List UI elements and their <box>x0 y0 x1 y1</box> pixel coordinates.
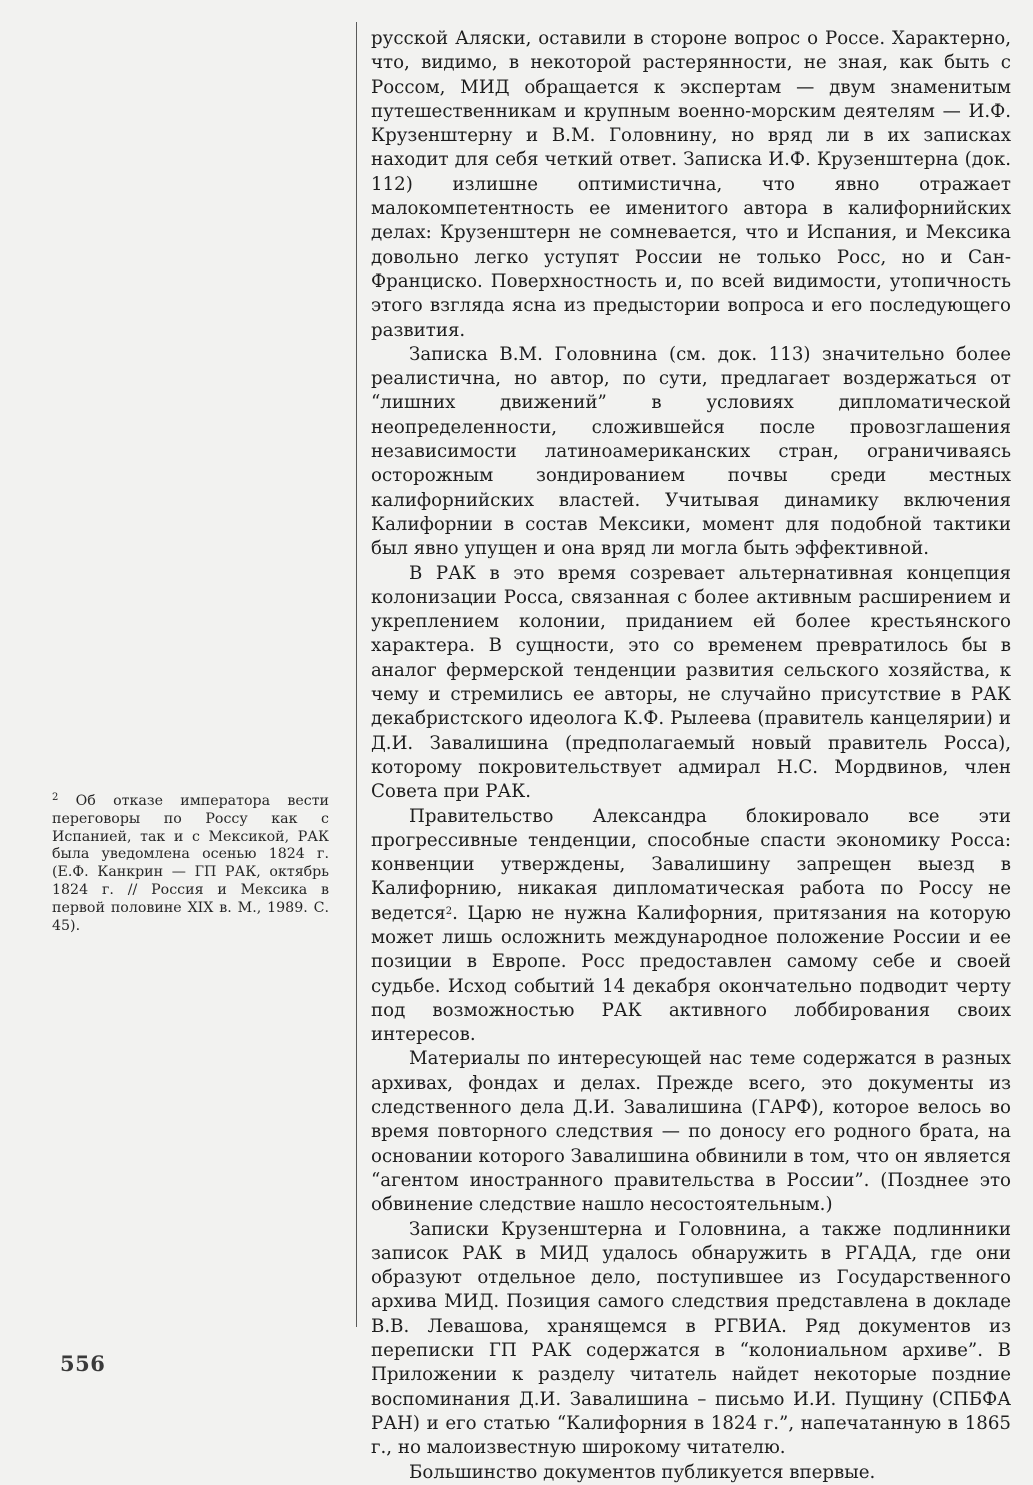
page-number: 556 <box>60 1351 106 1376</box>
paragraph-4-part-a: Правительство Александра блокировало все эти прогрессивные тенденции, способные спасти экономику Росса: конвенции утверждены, Завалишину запрещен выезд в Калифорнию, никакая дипломатическая работа по Россу не ведется <box>371 805 1011 924</box>
side-footnote <box>52 793 329 935</box>
paragraph-7: Большинство документов публикуется впервые. <box>409 1461 876 1483</box>
paragraph-2: Записка В.М. Головнина (см. док. 113) значительно более реалистична, но автор, по сути, предлагает воздержаться от “лишних движений” в условиях дипломатической неопределенности, сложившейся после провозглашения независимости латиноамериканских стран, ограничиваясь осторожным зондированием почвы среди местных калифорнийских властей. Учитывая динамику включения Калифорнии в состав Мексики, момент для подобной тактики был явно упущен и она вряд ли могла быть эффективной. <box>371 343 1011 560</box>
paragraph-4 <box>371 805 1011 1048</box>
paragraph-3: В РАК в это время созревает альтернативная концепция колонизации Росса, связанная с более активным расширением и укреплением колонии, приданием ей более крестьянского характера. В сущности, это со временем превратилось бы в аналог фермерской тенденции развития сельского хозяйства, к чему и стремились ее авторы, не случайно присутствие в РАК декабристского идеолога К.Ф. Рылеева (правитель канцелярии) и Д.И. Завалишина (предполагаемый новый правитель Росса), которому покровительствует адмирал Н.С. Мордвинов, член Совета при РАК. <box>371 562 1011 803</box>
column-divider <box>356 22 357 1327</box>
paragraph-1: русской Аляски, оставили в стороне вопрос о Россе. Характерно, что, видимо, в некоторой растерянности, не зная, как быть с Россом, МИД обращается к экспертам — двум знаменитым путешественникам и крупным военно-морским деятелям — И.Ф. Крузенштерну и В.М. Головнину, но вряд ли в их записках находит для себя четкий ответ. Записка И.Ф. Крузенштерна (док. 112) излишне оптимистична, что явно отражает малокомпетентность ее именитого автора в калифорнийских делах: Крузенштерн не сомневается, что и Испания, и Мексика довольно легко уступят России не только Росс, но и Сан-Франциско. Поверхностность и, по всей видимости, утопичность этого взгляда ясна из предыстории вопроса и его последующего развития. <box>371 28 1011 341</box>
footnote-reference: 2 <box>445 905 453 917</box>
footnote-marker: 2 <box>52 792 59 803</box>
main-text-column <box>371 27 1011 1485</box>
paragraph-5: Материалы по интересующей нас теме содержатся в разных архивах, фондах и делах. Прежде всего, это документы из следственного дела Д.И. Завалишина (ГАРФ), которое велось во время повторного следствия — по доносу его родного брата, на основании которого Завалишина обвинили в том, что он является “агентом иностранного правительства в России”. (Позднее это обвинение следствие нашло несостоятельным.) <box>371 1048 1011 1216</box>
footnote-text: Об отказе императора вести переговоры по Россу как с Испанией, так и с Мексикой, РАК была уведомлена осенью 1824 г. (Е.Ф. Канкрин — ГП РАК, октябрь 1824 г. // Россия и Мексика в первой половине XIX в. М., 1989. С. 45). <box>52 793 329 934</box>
paragraph-6: Записки Крузенштерна и Головнина, а также подлинники записок РАК в МИД удалось обнаружить в РГАДА, где они образуют отдельное дело, поступившее из Государственного архива МИД. Позиция самого следствия представлена в докладе В.В. Левашова, хранящемся в РГВИА. Ряд документов из переписки ГП РАК содержатся в “колониальном архиве”. В Приложении к разделу читатель найдет некоторые поздние воспоминания Д.И. Завалишина – письмо И.И. Пущину (СПБФА РАН) и его статью “Калифорния в 1824 г.”, напечатанную в 1865 г., но малоизвестную широкому читателю. <box>371 1218 1011 1459</box>
paragraph-4-part-b: . Царю не нужна Калифорния, притязания на которую может лишь осложнить международное положение России и ее позиции в Европе. Росс предоставлен самому себе и своей судьбе. Исход событий 14 декабря окончательно подводит черту под возможностью РАК активного лоббирования своих интересов. <box>371 902 1011 1046</box>
